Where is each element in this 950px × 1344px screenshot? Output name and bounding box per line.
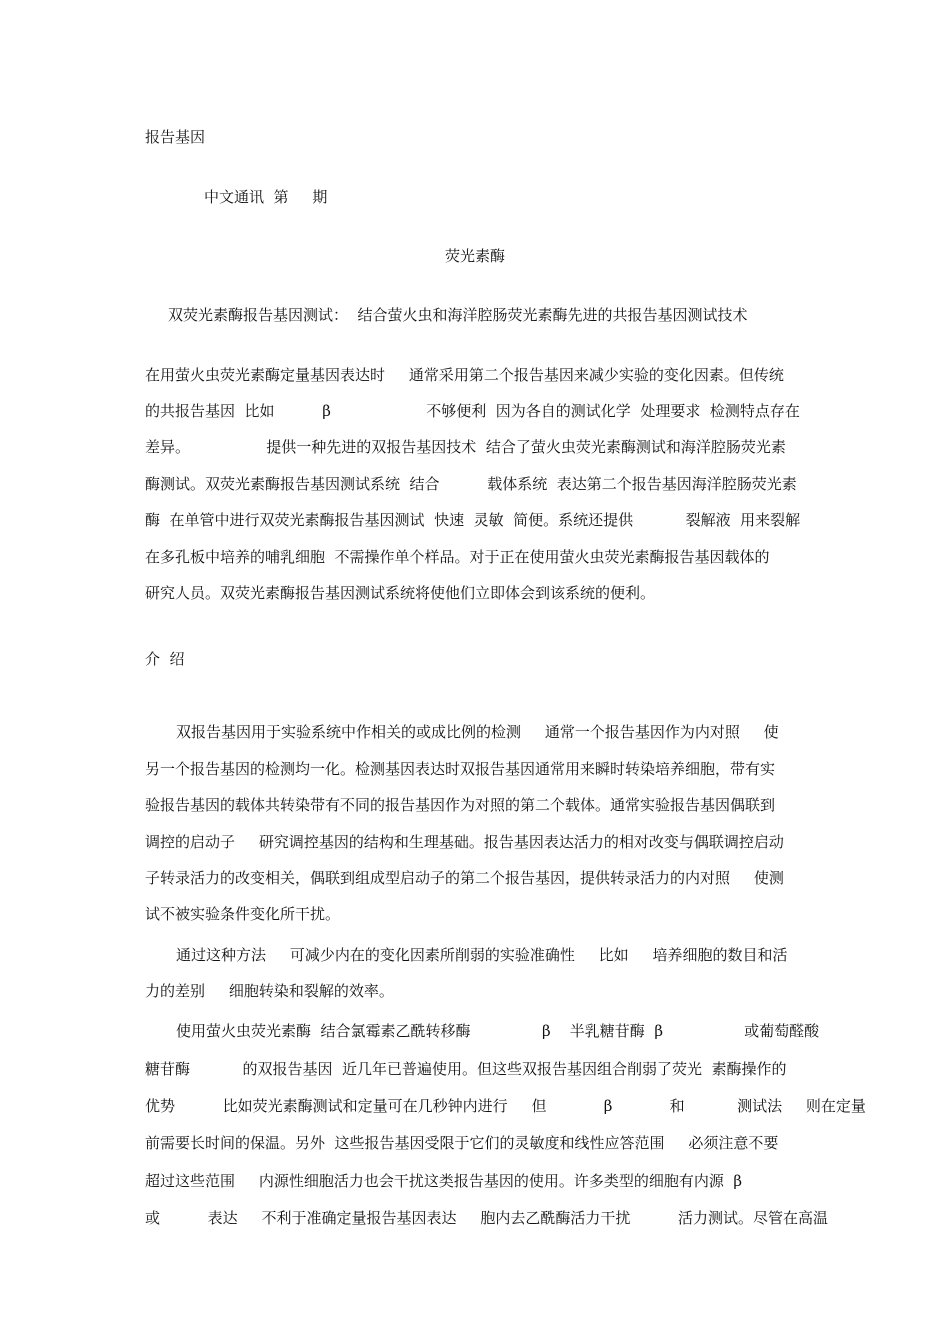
paragraph-line: 另一个报告基因的检测均一化。检测基因表达时双报告基因通常用来瞬时转染培养细胞，带有实 xyxy=(145,760,776,778)
abstract-line: 在多孔板中培养的哺乳细胞 不需操作单个样品。对于正在使用萤火虫荧光素酶报告基因载体的 xyxy=(145,548,770,566)
newsletter-issue: 中文通讯 第 期 xyxy=(204,188,328,206)
header-label: 报告基因 xyxy=(145,128,206,146)
page-title: 荧光素酶 xyxy=(445,247,506,265)
abstract-line: 在用萤火虫荧光素酶定量基因表达时 通常采用第二个报告基因来减少实验的变化因素。但传统 xyxy=(145,366,784,384)
paragraph-line: 糖苷酶 的双报告基因 近几年已普遍使用。但这些双报告基因组合削弱了荧光 素酶操作的 xyxy=(145,1060,787,1078)
paragraph-line: 超过这些范围 内源性细胞活力也会干扰这类报告基因的使用。许多类型的细胞有内源 β xyxy=(145,1172,743,1190)
abstract-line: 差异。 提供一种先进的双报告基因技术 结合了萤火虫荧光素酶测试和海洋腔肠荧光素 xyxy=(145,438,786,456)
paragraph-line: 前需要长时间的保温。另外 这些报告基因受限于它们的灵敏度和线性应答范围 必须注意不要 xyxy=(145,1134,779,1152)
abstract-line: 酶 在单管中进行双荧光素酶报告基因测试 快速 灵敏 简便。系统还提供 裂解液 用来裂解 xyxy=(145,511,801,529)
paragraph-line: 优势 比如荧光素酶测试和定量可在几秒钟内进行 但 β 和 测试法 则在定量 xyxy=(145,1097,866,1115)
abstract-line: 酶测试。双荧光素酶报告基因测试系统 结合 载体系统 表达第二个报告基因海洋腔肠荧光素 xyxy=(145,475,797,493)
article-subtitle: 双荧光素酶报告基因测试： 结合萤火虫和海洋腔肠荧光素酶先进的共报告基因测试技术 xyxy=(168,306,748,324)
paragraph-line: 或 表达 不利于准确定量报告基因表达 胞内去乙酰酶活力干扰 活力测试。尽管在高温 xyxy=(145,1209,829,1227)
paragraph-line: 使用萤火虫荧光素酶 结合氯霉素乙酰转移酶 β 半乳糖苷酶 β 或葡萄醛酸 xyxy=(176,1022,820,1040)
abstract-line: 的共报告基因 比如 β 不够便利 因为各自的测试化学 处理要求 检测特点存在 xyxy=(145,402,800,420)
paragraph-line: 验报告基因的载体共转染带有不同的报告基因作为对照的第二个载体。通常实验报告基因偶联到 xyxy=(145,796,776,814)
paragraph-line: 试不被实验条件变化所干扰。 xyxy=(145,905,341,923)
paragraph-line: 调控的启动子 研究调控基因的结构和生理基础。报告基因表达活力的相对改变与偶联调控启动 xyxy=(145,833,784,851)
section-heading-intro: 介 绍 xyxy=(145,650,185,668)
paragraph-line: 通过这种方法 可减少内在的变化因素所削弱的实验准确性 比如 培养细胞的数目和活 xyxy=(176,946,788,964)
abstract-line: 研究人员。双荧光素酶报告基因测试系统将使他们立即体会到该系统的便利。 xyxy=(145,584,656,602)
paragraph-line: 子转录活力的改变相关，偶联到组成型启动子的第二个报告基因，提供转录活力的内对照 使测 xyxy=(145,869,784,887)
paragraph-line: 力的差别 细胞转染和裂解的效率。 xyxy=(145,982,394,1000)
paragraph-line: 双报告基因用于实验系统中作相关的或成比例的检测 通常一个报告基因作为内对照 使 xyxy=(176,723,779,741)
